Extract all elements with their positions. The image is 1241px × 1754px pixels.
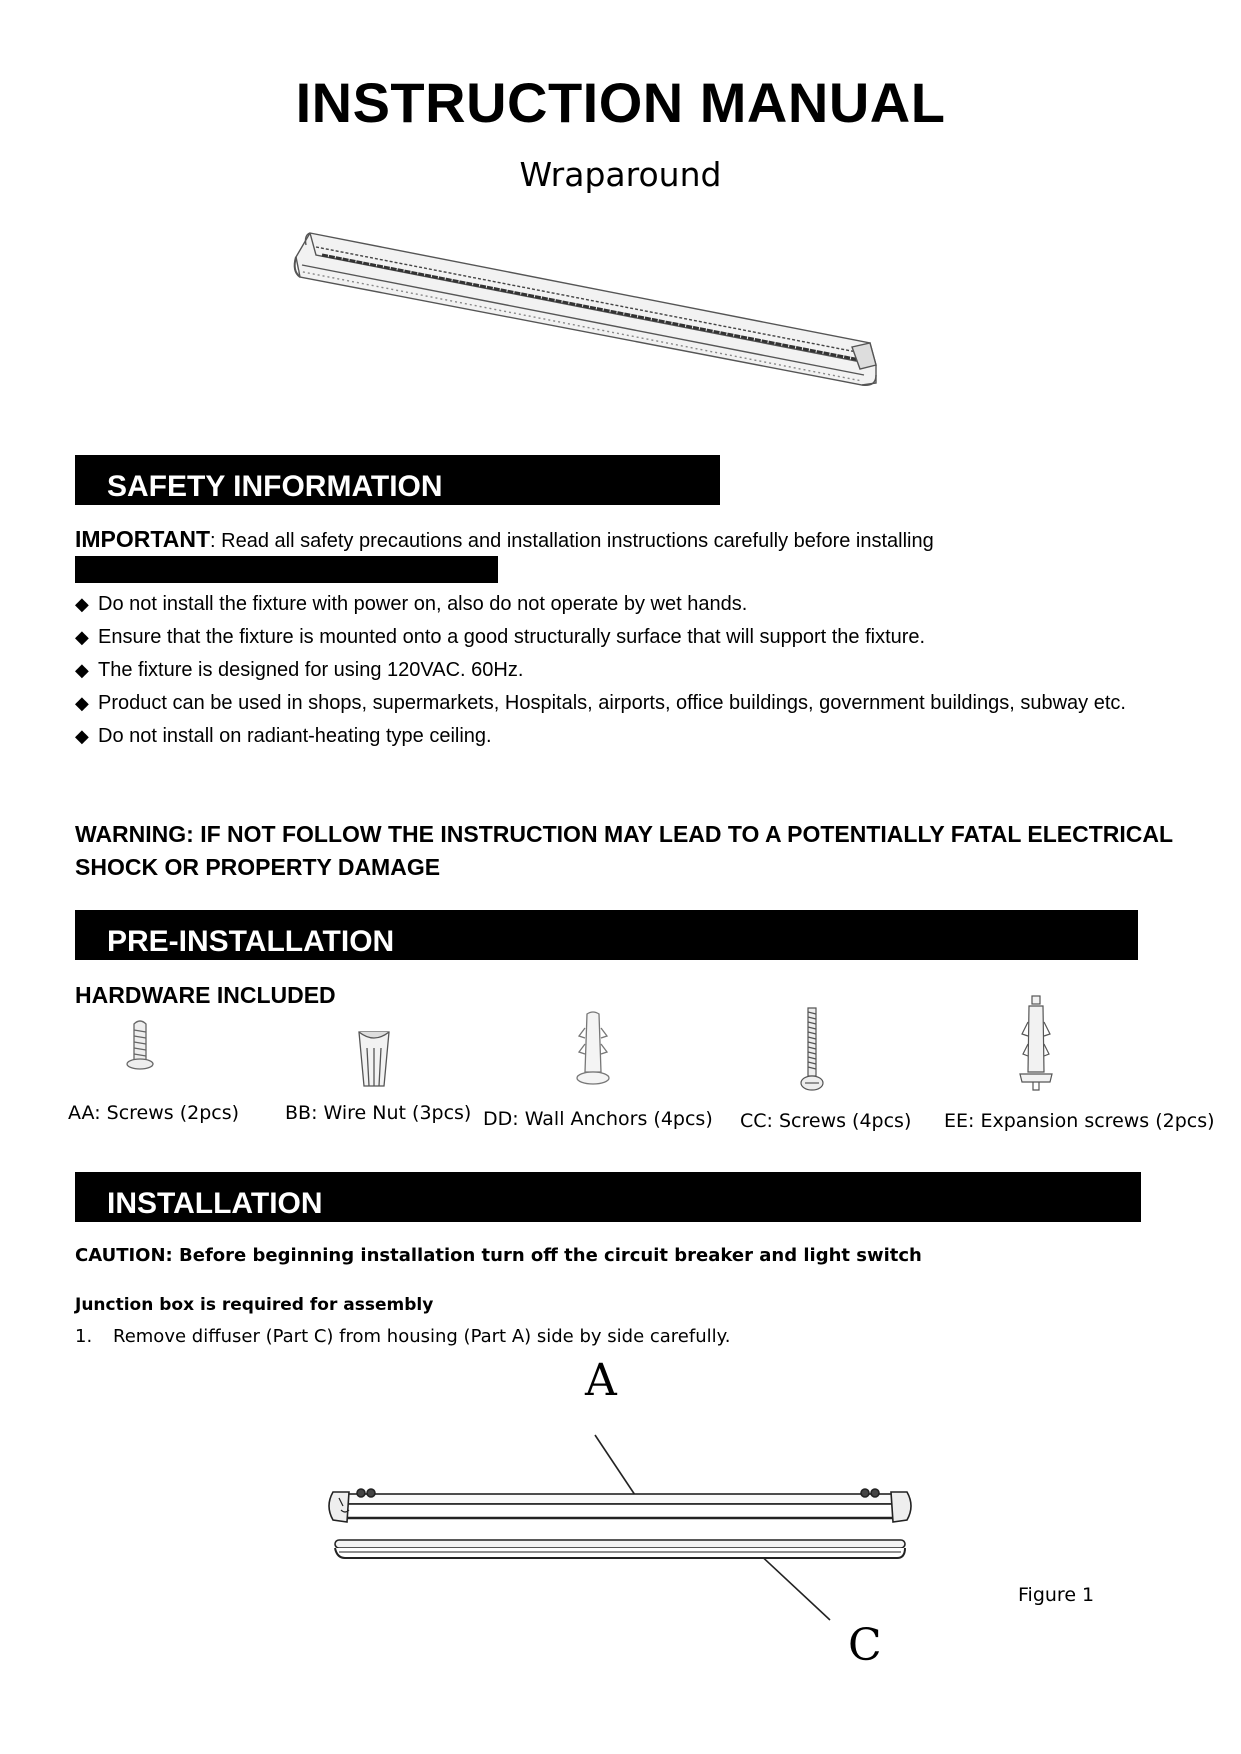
caution-text: CAUTION: Before beginning installation turn off the circuit breaker and light switch (75, 1245, 922, 1266)
redaction-bar (75, 556, 498, 583)
step-number: 1. (75, 1326, 93, 1347)
screw-short-icon (125, 1018, 155, 1074)
important-text: : Read all safety precautions and installation instructions carefully before installing (210, 530, 934, 552)
hardware-label-aa: AA: Screws (2pcs) (68, 1102, 240, 1124)
page-title: INSTRUCTION MANUAL (295, 71, 946, 134)
hardware-label-dd: DD: Wall Anchors (4pcs) (483, 1108, 713, 1130)
warning-text: WARNING: IF NOT FOLLOW THE INSTRUCTION MAY LEAD TO A POTENTIALLY FATAL ELECTRICAL SHOCK OR PROPERTY DAMAGE (75, 821, 1173, 880)
page-subtitle: Wraparound (519, 155, 722, 194)
screw-long-icon (797, 1006, 827, 1094)
hardware-label-bb: BB: Wire Nut (3pcs) (285, 1102, 472, 1124)
figure-1-diagram (325, 1430, 915, 1630)
list-item: ◆ Ensure that the fixture is mounted onto a good structurally surface that will support the fixture. (75, 621, 1175, 654)
junction-note: Junction box is required for assembly (75, 1295, 434, 1315)
list-item: ◆ The fixture is designed for using 120VAC. 60Hz. (75, 654, 1175, 687)
section-bar-safety: SAFETY INFORMATION (75, 455, 720, 505)
list-item: ◆ Do not install the fixture with power on, also do not operate by wet hands. (75, 588, 1175, 621)
section-bar-preinstallation: PRE-INSTALLATION (75, 910, 1138, 960)
important-label: IMPORTANT (75, 526, 211, 552)
install-step-1 (75, 1326, 730, 1347)
wall-anchor-icon (573, 1010, 613, 1088)
expansion-screw-icon (1016, 994, 1056, 1092)
figure-label: Figure 1 (1018, 1584, 1095, 1606)
part-label-a: A (585, 1355, 617, 1406)
important-note (75, 526, 934, 553)
fixture-illustration (290, 225, 900, 395)
list-item: ◆ Product can be used in shops, supermarkets, Hospitals, airports, office buildings, government buildings, subway etc. (75, 687, 1175, 720)
hardware-label-ee: EE: Expansion screws (2pcs) (944, 1110, 1215, 1132)
step-text: Remove diffuser (Part C) from housing (Part A) side by side carefully. (113, 1326, 731, 1347)
safety-bullet-list (75, 588, 1175, 753)
hardware-label-cc: CC: Screws (4pcs) (740, 1110, 912, 1132)
hardware-heading: HARDWARE INCLUDED (75, 982, 336, 1008)
list-item: ◆ Do not install on radiant-heating type ceiling. (75, 720, 1175, 753)
wire-nut-icon (356, 1028, 392, 1090)
section-bar-installation: INSTALLATION (75, 1172, 1141, 1222)
part-label-c: C (848, 1620, 882, 1671)
